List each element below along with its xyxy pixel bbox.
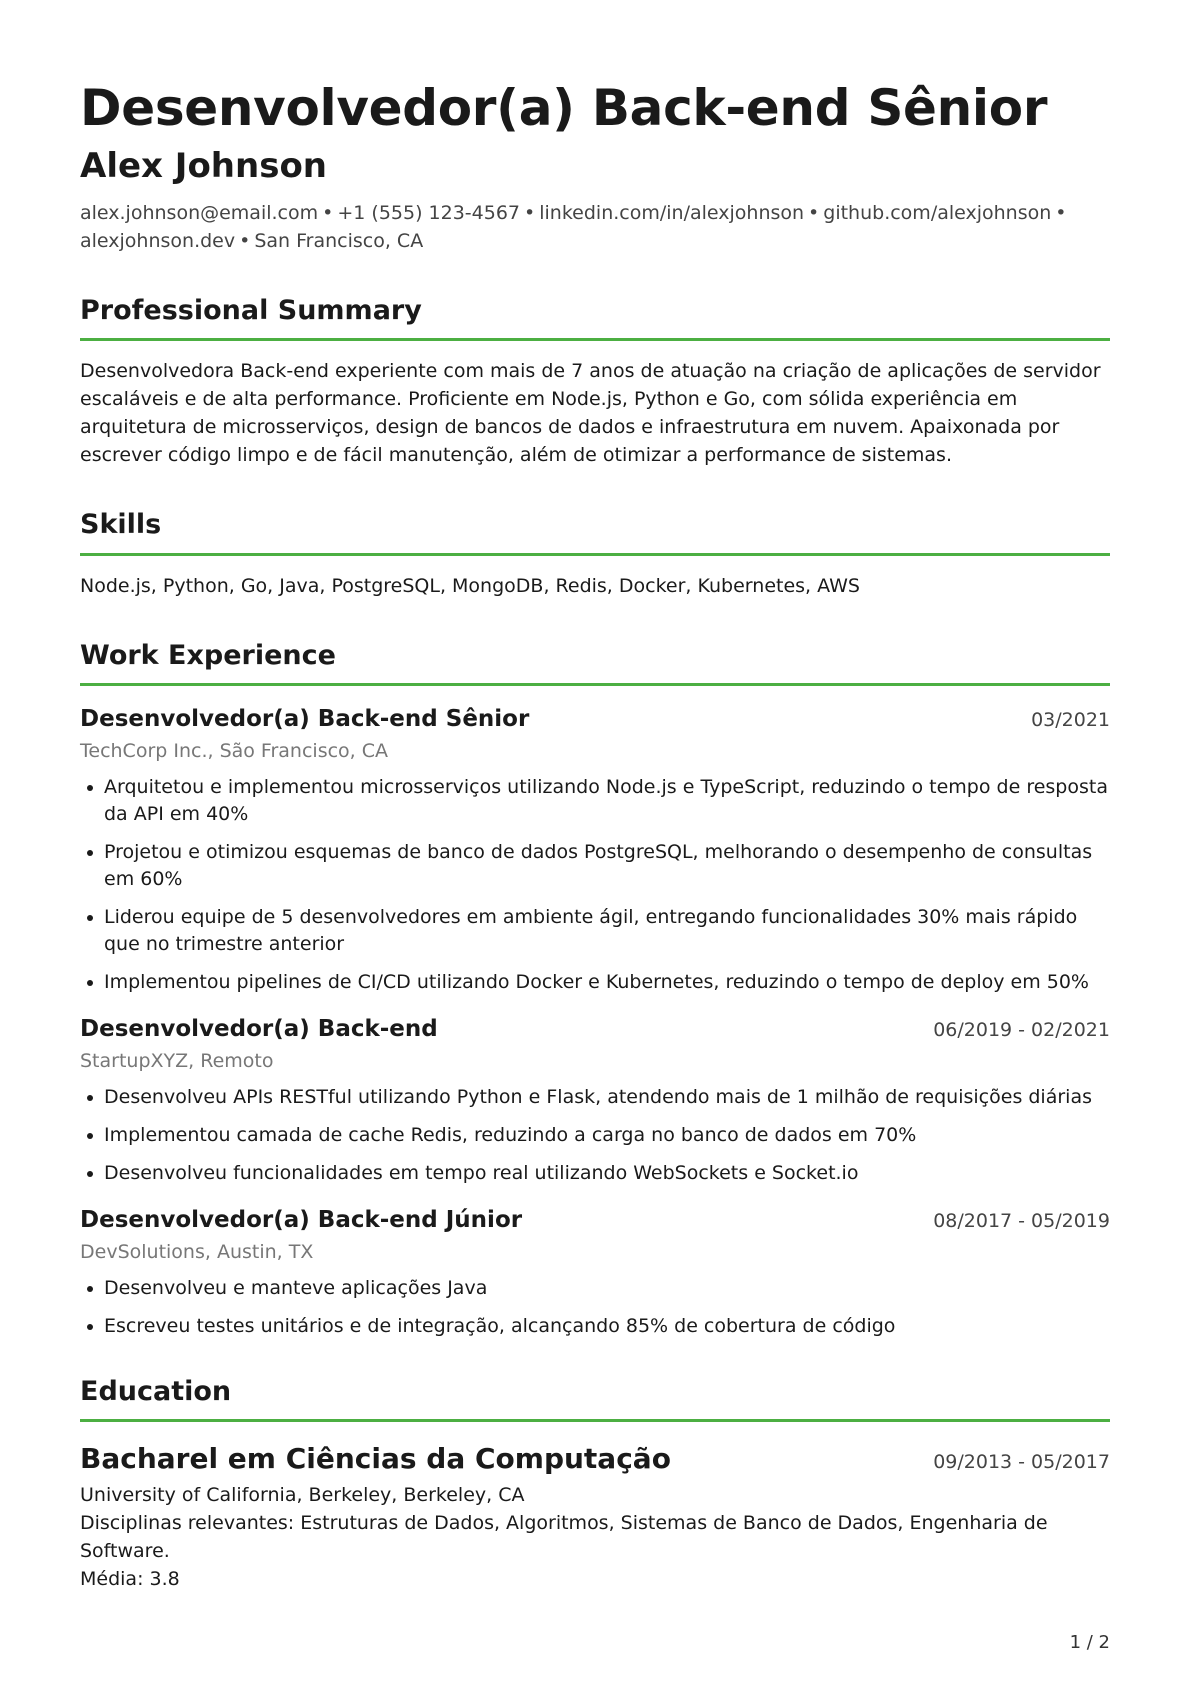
job-entry — [80, 706, 1110, 996]
job-date: 03/2021 — [1031, 708, 1110, 731]
summary-text: Desenvolvedora Back-end experiente com mais de 7 anos de atuação na criação de aplicações de servidor escaláveis e de alta performance. Proficiente em Node.js, Python e Go, com sólida experiência em arquitetura de microsserviços, design de bancos de dados e infraestrutura em nuvem. Apaixonada por escrever código limpo e de fácil manutenção, além de otimizar a performance de sistemas. — [80, 360, 1101, 467]
separator: • — [1055, 201, 1067, 224]
bullet-icon — [87, 915, 93, 921]
list-item — [80, 1275, 1110, 1302]
bullet-text: Desenvolveu APIs RESTful utilizando Python e Flask, atendendo mais de 1 milhão de requisições diárias — [104, 1085, 1092, 1108]
job-date: 06/2019 - 02/2021 — [933, 1018, 1110, 1041]
job-bullets — [80, 1084, 1110, 1187]
school-name: University of California, Berkeley, Berkeley, CA — [80, 1484, 525, 1507]
list-item — [80, 1313, 1110, 1340]
job-bullets — [80, 1275, 1110, 1340]
section-title-education: Education — [80, 1375, 232, 1407]
bullet-text: Arquitetou e implementou microsserviços utilizando Node.js e TypeScript, reduzindo o tempo de resposta da API em 40% — [104, 775, 1108, 825]
bullet-icon — [87, 1095, 93, 1101]
bullet-icon — [87, 1171, 93, 1177]
bullet-icon — [87, 1133, 93, 1139]
contact-phone: +1 (555) 123-4567 — [337, 201, 521, 224]
bullet-icon — [87, 785, 93, 791]
section-divider — [80, 683, 1110, 686]
list-item — [80, 774, 1110, 828]
skills-text: Node.js, Python, Go, Java, PostgreSQL, MongoDB, Redis, Docker, Kubernetes, AWS — [80, 574, 860, 597]
job-date: 08/2017 - 05/2019 — [933, 1209, 1110, 1232]
bullet-icon — [87, 980, 93, 986]
list-item — [80, 839, 1110, 893]
section-title-skills: Skills — [80, 509, 162, 541]
contact-line — [80, 199, 1110, 255]
list-item — [80, 1084, 1110, 1111]
bullet-text: Desenvolveu e manteve aplicações Java — [104, 1276, 488, 1299]
job-company: StartupXYZ, Remoto — [80, 1049, 274, 1072]
skills-section — [80, 509, 1110, 555]
bullet-icon — [87, 1286, 93, 1292]
list-item — [80, 904, 1110, 958]
contact-github: github.com/alexjohnson — [823, 201, 1052, 224]
courses-text: Disciplinas relevantes: Estruturas de Dados, Algoritmos, Sistemas de Banco de Dados, Engenharia de Software. — [80, 1512, 1048, 1563]
list-item — [80, 1122, 1110, 1149]
experience-section — [80, 640, 1110, 686]
separator: • — [524, 201, 536, 224]
bullet-text: Implementou camada de cache Redis, reduzindo a carga no banco de dados em 70% — [104, 1123, 917, 1146]
contact-linkedin: linkedin.com/in/alexjohnson — [539, 201, 805, 224]
resume-title: Desenvolvedor(a) Back-end Sênior — [80, 79, 1048, 137]
job-title: Desenvolvedor(a) Back-end — [80, 1015, 438, 1042]
job-bullets — [80, 774, 1110, 996]
list-item — [80, 1160, 1110, 1187]
education-section — [80, 1376, 1110, 1422]
degree-title: Bacharel em Ciências da Computação — [80, 1442, 671, 1476]
job-company: DevSolutions, Austin, TX — [80, 1240, 314, 1263]
separator: • — [239, 229, 251, 252]
section-title-experience: Work Experience — [80, 639, 336, 671]
bullet-text: Escreveu testes unitários e de integração, alcançando 85% de cobertura de código — [104, 1314, 896, 1337]
separator: • — [322, 201, 334, 224]
page-number: 1 / 2 — [1069, 1632, 1110, 1653]
bullet-text: Liderou equipe de 5 desenvolvedores em ambiente ágil, entregando funcionalidades 30% mais rápido que no trimestre anterior — [104, 905, 1078, 955]
contact-location: San Francisco, CA — [254, 229, 424, 252]
bullet-icon — [87, 1324, 93, 1330]
resume-page — [80, 78, 1110, 1593]
gpa-text: Média: 3.8 — [80, 1568, 180, 1591]
contact-email: alex.johnson@email.com — [80, 201, 319, 224]
job-company: TechCorp Inc., São Francisco, CA — [80, 739, 389, 762]
job-entry — [80, 1207, 1110, 1340]
separator: • — [808, 201, 820, 224]
bullet-text: Projetou e otimizou esquemas de banco de dados PostgreSQL, melhorando o desempenho de consultas em 60% — [104, 840, 1093, 890]
bullet-text: Implementou pipelines de CI/CD utilizando Docker e Kubernetes, reduzindo o tempo de deploy em 50% — [104, 970, 1089, 993]
list-item — [80, 969, 1110, 996]
bullet-text: Desenvolveu funcionalidades em tempo real utilizando WebSockets e Socket.io — [104, 1161, 859, 1184]
section-divider — [80, 1419, 1110, 1422]
summary-section — [80, 295, 1110, 341]
education-date: 09/2013 - 05/2017 — [933, 1451, 1110, 1474]
job-title: Desenvolvedor(a) Back-end Júnior — [80, 1206, 523, 1233]
bullet-icon — [87, 850, 93, 856]
job-entry — [80, 1016, 1110, 1187]
section-title-summary: Professional Summary — [80, 294, 422, 326]
section-divider — [80, 553, 1110, 556]
contact-website: alexjohnson.dev — [80, 229, 236, 252]
job-title: Desenvolvedor(a) Back-end Sênior — [80, 705, 530, 732]
section-divider — [80, 338, 1110, 341]
candidate-name: Alex Johnson — [80, 146, 328, 186]
